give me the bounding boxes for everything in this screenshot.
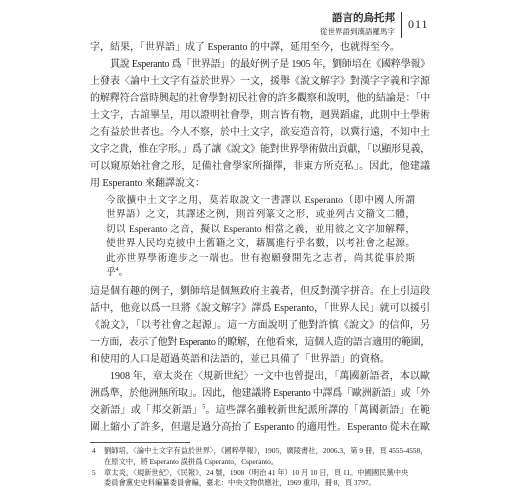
body-line: 貫說 Esperanto 爲「世界語」的最好例子是 1905 年，劉師培在《國粹學報》 — [110, 58, 430, 70]
body-line: 這是個有趣的例子，劉師培是個無政府主義者，但反對漢字拼音。在上引這段 — [90, 286, 430, 297]
footnote-text — [104, 468, 430, 489]
quote-line: 今欲擴中土文字之用，莫若取說文一書譯以 Esperanto（即中國人所謂 — [106, 194, 415, 206]
quote-line: 使世界人民均克披中土舊籍之文，藉厲進行乎名數，以考社會之起源。 — [106, 238, 415, 250]
body-line: 和使用的人口是超過英語和法語的，並已具備了「世界語」的資格。 — [90, 354, 390, 365]
body-line: 的解釋符合當時興起的社會學對初民社會的許多觀察和說明，他的結論是：「中 — [90, 92, 430, 104]
body-line: 字，結果，「世界語」成了 Esperanto 的中譯，延用至今，也就得至今。 — [90, 41, 400, 53]
footnote-line: 委員會黨史史料編纂委員會編，臺北：中央文物供應社，1969 重印，冊 8，頁 3797。 — [104, 478, 376, 487]
footnote-separator — [90, 442, 190, 443]
body-line: 用 Esperanto 來翻譯說文： — [90, 177, 205, 189]
body-line: 一方面，表示了他對 Esperanto 的瞭解，在他看來，這個人造的語言適用的範圍， — [90, 337, 430, 348]
quote-line: 切以 Esperanto 之音，擬以 Esperanto 相當之義，並用彼之文字加解釋， — [106, 223, 415, 235]
quote-line-text: 。 — [118, 267, 129, 279]
quote-line: 此亦世界學術進步之一端也。世有抱願發開先之志者，尚其從事於斯 — [106, 252, 415, 264]
body-line: 上發表〈論中土文字有益於世界〉一文，援舉《說文解字》對漢字字義和字源 — [90, 75, 430, 87]
footnote-number: 4 — [92, 446, 96, 455]
body-line: 圍上縮小了許多，但還是過分高抬了 Esperanto 的適用性。Esperanto 從未在歐 — [90, 422, 430, 433]
footnote-line: 在原文中，將 Esperanto 誤拼爲 Csperanto，Csperanto。 — [104, 456, 279, 466]
running-head-divider — [401, 12, 402, 38]
page-number: 011 — [408, 17, 429, 31]
body-line-text: 交新語」或「邦交新語」 — [90, 405, 203, 416]
body-line: 話中，他竟以爲一旦將《說文解字》譯爲 Esperanto，「世界人民」就可以援引 — [90, 303, 430, 314]
footnote — [90, 446, 430, 467]
footnote-line: 劉師培，〈論中土文字有益於世界〉，《國粹學報》，1905，廣陵書社，2006.3，第 9 冊，頁 4555-4558， — [104, 446, 428, 455]
body-line: 土文字，古誼畢呈，用以證明社會學，則言皆有物，迥異蹈虛，此則中土學術 — [90, 109, 430, 121]
quote-line — [106, 266, 415, 281]
body-line: 之有益於世者也。今人不察，於中土文字，欲妄造音符，以冀行遠，不知中土 — [90, 126, 430, 138]
body-line: 《說文》，「以考社會之起源」。這一方面說明了他對許慎《說文》的信仰，另 — [90, 320, 430, 331]
body-line: 文字之貴，惟在字形。」爲了讓《說文》能對世界學術做出貢獻，「以顯形見義， — [90, 143, 430, 155]
body-text-before-quote — [90, 39, 430, 192]
body-line — [90, 402, 430, 419]
footnote-reference: 4 — [115, 267, 119, 274]
running-head-subtitle: 從世界語到漢語羅馬字 — [320, 27, 395, 36]
body-line-text: 。這些譯名雖較新世紀派所譯的「萬國新語」在範 — [205, 405, 430, 416]
footnote-text — [104, 446, 430, 467]
footnote-line: 章太炎，〈規新世紀〉，《民報》，24 號，1908（明治 41 年）10 月 10 日，頁 11。中國國民黨中央 — [104, 467, 409, 477]
body-line: 可以窺原始社會之形，足備社會學家所擷擇，非東方所克私」。因此，他建議 — [90, 160, 430, 172]
block-quote — [106, 194, 415, 281]
body-text-after-quote — [90, 283, 430, 436]
body-line: 1908 年，章太炎在〈規新世紀〉一文中也曾提出，「萬國新語者，本以歐 — [110, 371, 430, 382]
running-head-title: 語言的烏托邦 — [332, 13, 395, 24]
footnote-reference: 5 — [202, 404, 206, 411]
quote-line: 世界語）之文，其譯述之例，則首列篆文之形，或並列古文籀文二體， — [106, 209, 415, 221]
body-line: 洲爲準，於他洲無所取」。因此，他建議將 Esperanto 中譯爲「歐洲新語」或「外 — [90, 388, 430, 399]
footnote — [90, 468, 430, 489]
quote-line-text: 乎 — [106, 267, 116, 279]
footnote-number: 5 — [92, 467, 96, 477]
